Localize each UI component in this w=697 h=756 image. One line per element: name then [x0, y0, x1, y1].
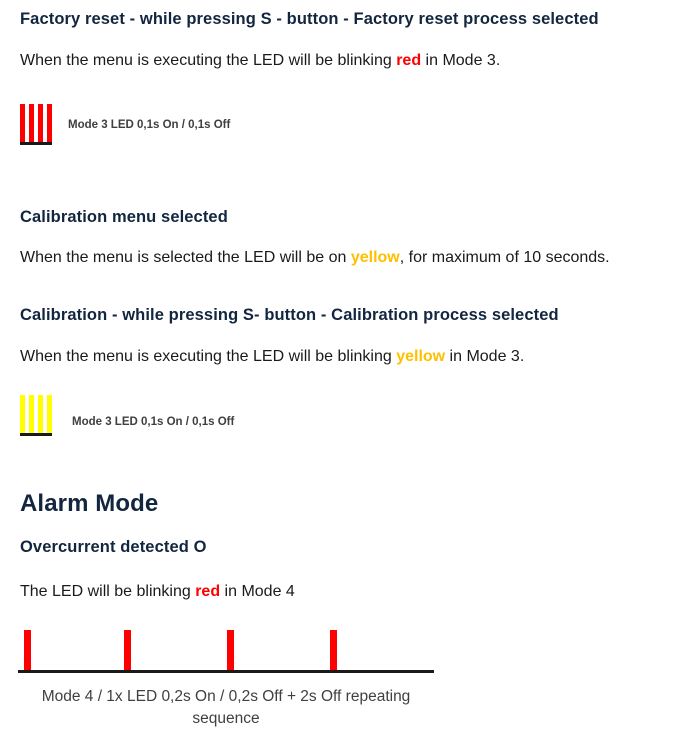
highlight-yellow: yellow [396, 348, 446, 365]
paragraph-factory-reset-process [20, 50, 680, 72]
diagram-mode3-yellow [20, 395, 52, 438]
pulse-group-red [20, 104, 52, 145]
pulse-baseline [18, 670, 434, 673]
pulse-baseline [20, 142, 52, 145]
pulse-bar [29, 104, 34, 142]
paragraph-text-suffix: , for maximum of 10 seconds. [399, 249, 610, 266]
heading-calibration-menu-selected: Calibration menu selected [20, 208, 228, 226]
pulse-group-yellow [20, 395, 52, 436]
caption-mode4-alarm [18, 686, 434, 731]
highlight-yellow: yellow [350, 249, 400, 266]
pulse-bars-red [20, 104, 52, 142]
heading-calibration-process: Calibration - while pressing S- button - Calibration process selected [20, 306, 559, 324]
paragraph-text-prefix: When the menu is selected the LED will be on [20, 249, 351, 266]
heading-alarm-mode: Alarm Mode [20, 490, 159, 517]
paragraph-text-prefix: When the menu is executing the LED will be blinking [20, 348, 397, 365]
paragraph-text-suffix: in Mode 3. [445, 348, 525, 365]
paragraph-calibration-process [20, 346, 680, 368]
pulse-baseline [20, 433, 52, 436]
highlight-red: red [195, 583, 221, 600]
pulse-bar [330, 630, 337, 670]
highlight-red: red [396, 52, 422, 69]
paragraph-text-suffix: in Mode 4 [220, 583, 295, 600]
alarm-pulse-diagram [18, 627, 434, 673]
pulse-bar [38, 104, 43, 142]
paragraph-text-prefix: When the menu is executing the LED will be blinking [20, 52, 397, 69]
pulse-bar [47, 104, 52, 142]
caption-line-1: Mode 4 / 1x LED 0,2s On / 0,2s Off + 2s Off repeating [41, 688, 411, 705]
heading-overcurrent-detected: Overcurrent detected O [20, 538, 207, 556]
paragraph-text-prefix: The LED will be blinking [20, 583, 196, 600]
paragraph-overcurrent [20, 581, 680, 603]
caption-line-2: sequence [192, 710, 260, 728]
pulse-bar [227, 630, 234, 670]
diagram-mode3-red [20, 104, 52, 147]
paragraph-text-suffix: in Mode 3. [421, 52, 501, 69]
caption-mode3-yellow: Mode 3 LED 0,1s On / 0,1s Off [72, 416, 235, 428]
caption-mode3-red: Mode 3 LED 0,1s On / 0,1s Off [68, 119, 231, 131]
pulse-bars-yellow [20, 395, 52, 433]
pulse-bar [20, 395, 25, 433]
heading-factory-reset-process: Factory reset - while pressing S - button - Factory reset process selected [20, 10, 599, 28]
pulse-bar [24, 630, 31, 670]
pulse-bar [29, 395, 34, 433]
pulse-bar [47, 395, 52, 433]
diagram-mode4-alarm [18, 627, 434, 673]
paragraph-calibration-menu-selected [20, 247, 680, 269]
pulse-bar [124, 630, 131, 670]
pulse-bar [20, 104, 25, 142]
pulse-bar [38, 395, 43, 433]
